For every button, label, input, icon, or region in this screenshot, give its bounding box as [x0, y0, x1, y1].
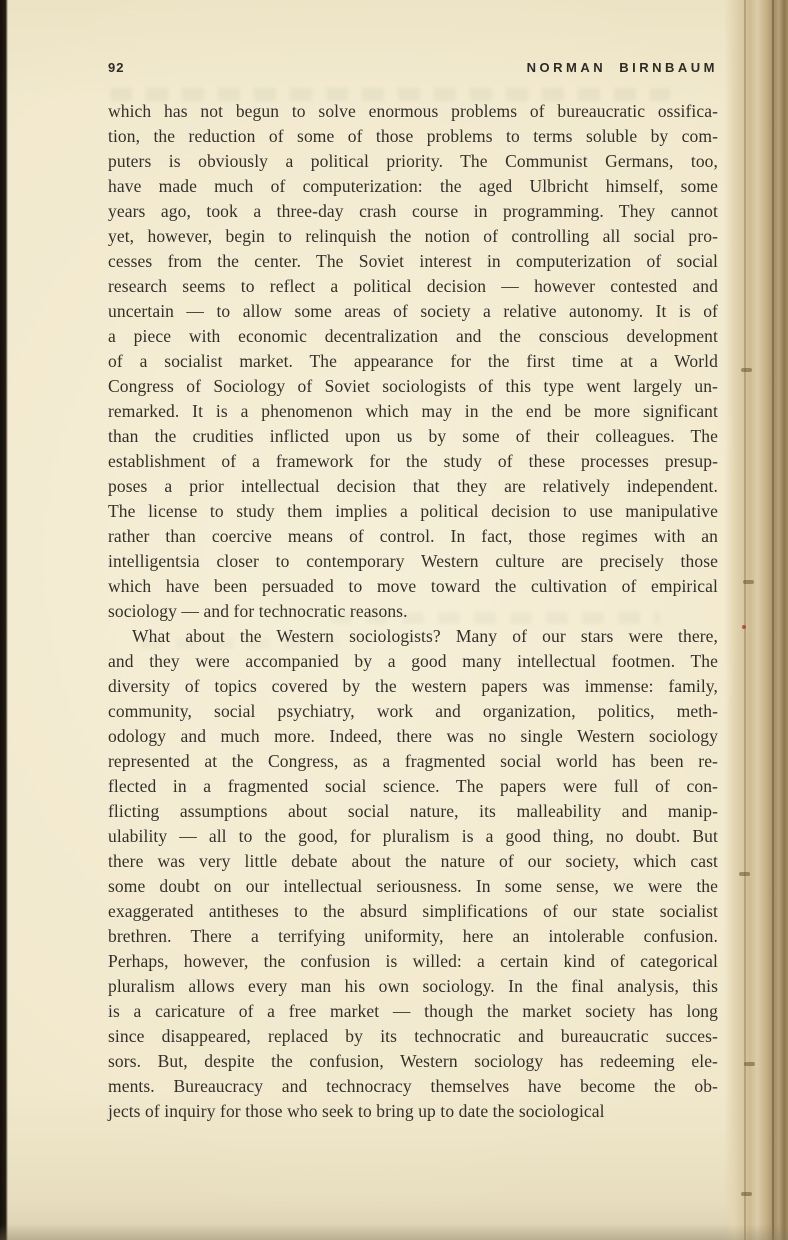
deckle-notch: [739, 872, 750, 876]
text-line: ulability — all to the good, for pluralism is a good thing, no doubt. But: [108, 826, 718, 846]
page-edge-line: [744, 0, 746, 1240]
text-line: years ago, took a three-day crash course in programming. They cannot: [108, 201, 718, 221]
text-line: sors. But, despite the confusion, Western sociology has redeeming ele-: [108, 1051, 718, 1071]
text-line: exaggerated antitheses to the absurd simplifications of our state socialist: [108, 901, 718, 921]
deckle-notch: [741, 368, 752, 372]
text-line: of a socialist market. The appearance for the first time at a World: [108, 351, 718, 371]
text-line: diversity of topics covered by the western papers was immense: family,: [108, 676, 718, 696]
page-edge-line: [772, 0, 774, 1240]
text-line: establishment of a framework for the study of these processes presup-: [108, 451, 718, 471]
text-line: cesses from the center. The Soviet interest in computerization of social: [108, 251, 718, 271]
text-line: there was very little debate about the nature of our society, which cast: [108, 851, 718, 871]
body-text: [108, 99, 718, 1124]
text-line: ments. Bureaucracy and technocracy themselves have become the ob-: [108, 1076, 718, 1096]
text-line: flicting assumptions about social nature, its malleability and manip-: [108, 801, 718, 821]
text-line: which has not begun to solve enormous problems of bureaucratic ossifica-: [108, 101, 718, 121]
text-line: Congress of Sociology of Soviet sociologists of this type went largely un-: [108, 376, 718, 396]
text-line: Perhaps, however, the confusion is willed: a certain kind of categorical: [108, 951, 718, 971]
text-line: pluralism allows every man his own sociology. In the final analysis, this: [108, 976, 718, 996]
text-line: is a caricature of a free market — though the market society has long: [108, 1001, 718, 1021]
text-line: a piece with economic decentralization and the conscious development: [108, 326, 718, 346]
text-line: remarked. It is a phenomenon which may in the end be more significant: [108, 401, 718, 421]
text-line: community, social psychiatry, work and organization, politics, meth-: [108, 701, 718, 721]
deckle-notch: [744, 1062, 755, 1066]
scanner-edge-left: [0, 0, 8, 1240]
text-line: poses a prior intellectual decision that they are relatively independent.: [108, 476, 718, 496]
paragraph: [108, 624, 718, 1124]
text-line: which have been persuaded to move toward the cultivation of empirical: [108, 576, 718, 596]
paragraph: [108, 99, 718, 624]
page-header: [108, 60, 718, 80]
text-line: have made much of computerization: the aged Ulbricht himself, some: [108, 176, 718, 196]
text-line: jects of inquiry for those who seek to bring up to date the sociological: [108, 1101, 605, 1121]
text-line: flected in a fragmented social science. The papers were full of con-: [108, 776, 718, 796]
text-line: and they were accompanied by a good many intellectual footmen. The: [108, 651, 718, 671]
running-head-author: NORMAN BIRNBAUM: [526, 60, 718, 75]
deckle-notch: [743, 580, 754, 584]
text-line: puters is obviously a political priority. The Communist Germans, too,: [108, 151, 718, 171]
text-line: uncertain — to allow some areas of society a relative autonomy. It is of: [108, 301, 718, 321]
text-line: tion, the reduction of some of those problems to terms soluble by com-: [108, 126, 718, 146]
text-line: yet, however, begin to relinquish the notion of controlling all social pro-: [108, 226, 718, 246]
text-line: brethren. There a terrifying uniformity, here an intolerable confusion.: [108, 926, 718, 946]
text-line: since disappeared, replaced by its technocratic and bureaucratic succes-: [108, 1026, 718, 1046]
deckle-notch: [741, 1192, 752, 1196]
text-line: research seems to reflect a political decision — however contested and: [108, 276, 718, 296]
scan-bottom-shadow: [0, 1224, 788, 1240]
text-line: What about the Western sociologists? Many of our stars were there,: [132, 626, 718, 646]
page-number: 92: [108, 60, 125, 75]
text-line: sociology — and for technocratic reasons.: [108, 601, 408, 621]
text-line: some doubt on our intellectual seriousness. In some sense, we were the: [108, 876, 718, 896]
text-line: The license to study them implies a political decision to use manipulative: [108, 501, 718, 521]
text-line: represented at the Congress, as a fragmented social world has been re-: [108, 751, 718, 771]
red-speck: [742, 625, 746, 629]
text-line: intelligentsia closer to contemporary Western culture are precisely those: [108, 551, 718, 571]
text-line: than the crudities inflicted upon us by some of their colleagues. The: [108, 426, 718, 446]
book-page-edges: [724, 0, 788, 1240]
text-line: rather than coercive means of control. In fact, those regimes with an: [108, 526, 718, 546]
text-line: odology and much more. Indeed, there was no single Western sociology: [108, 726, 718, 746]
